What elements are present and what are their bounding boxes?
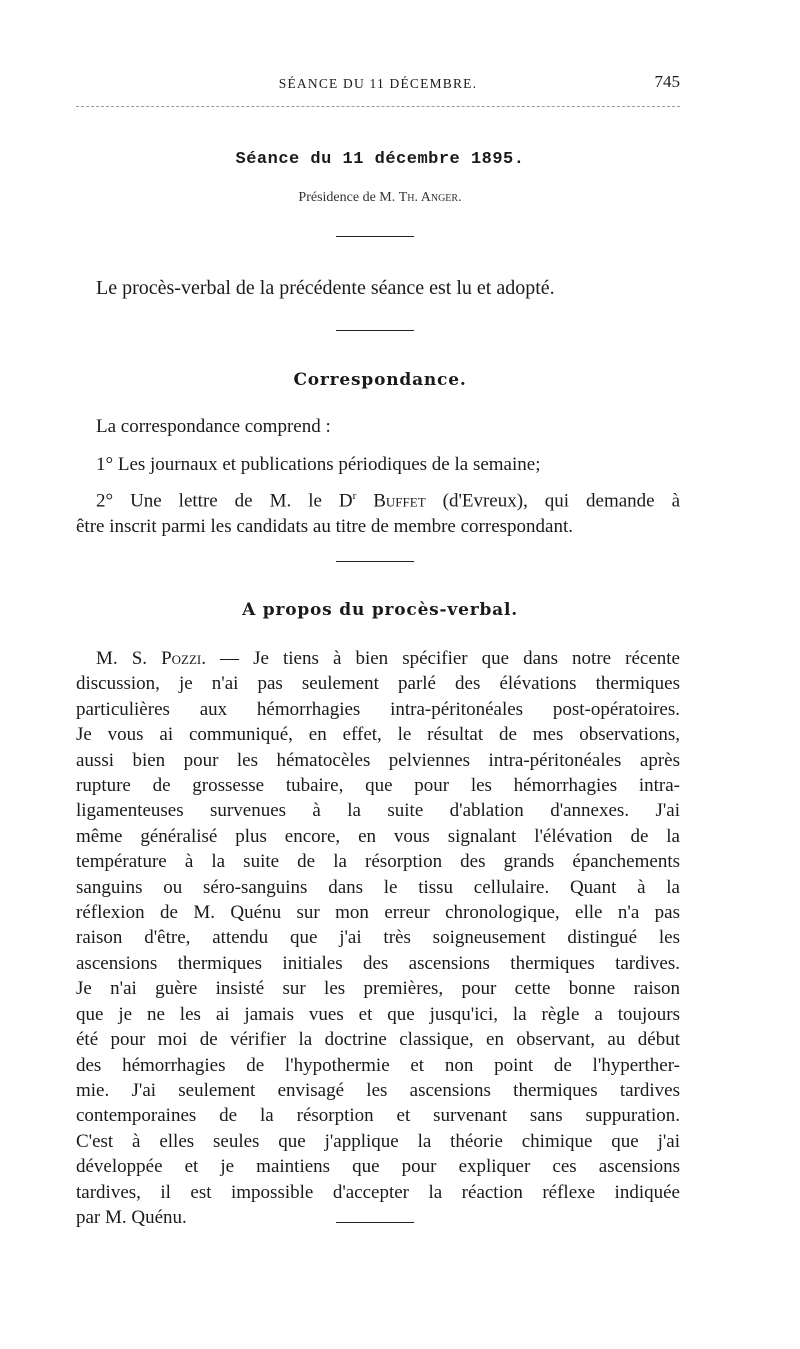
proces-verbal-line: ascensions thermiques initiales des ascensions thermiques tardives. <box>76 952 680 974</box>
proces-verbal-line: tardives, il est impossible d'accepter la réaction réflexe indiquée <box>76 1181 680 1203</box>
proces-verbal-line: même généralisé plus encore, en vous signalant l'élévation de la <box>76 825 680 847</box>
separator-rule <box>336 561 414 562</box>
speaker-prefix: M. S. <box>96 648 162 669</box>
proces-verbal-line: des hémorrhagies de l'hypothermie et non point de l'hyperther- <box>76 1054 680 1076</box>
presidency-prefix: Présidence de M. <box>298 190 396 205</box>
correspondence-item-1-text: 1° Les journaux et publications périodiques de la semaine; <box>96 454 541 475</box>
proces-verbal-heading: A propos du procès-verbal. <box>242 600 518 620</box>
correspondence-item-2-line <box>76 484 680 514</box>
proces-verbal-line-text: . — Je tiens à bien spécifier que dans notre récente <box>201 648 680 669</box>
proces-verbal-line: C'est à elles seules que j'applique la théorie chimique que j'ai <box>76 1130 680 1152</box>
separator-rule <box>336 236 414 237</box>
page-number: 745 <box>654 72 680 91</box>
proces-verbal-line <box>76 646 680 671</box>
correspondence-intro-text: La correspondance comprend : <box>96 416 331 437</box>
item2-text-b: (d'Evreux), qui demande à <box>425 490 681 512</box>
proces-verbal-line: Je n'ai guère insisté sur les premières, pour cette bonne raison <box>76 978 680 1000</box>
proces-verbal-line: Je vous ai communiqué, en effet, le résultat de mes observations, <box>76 724 680 746</box>
proces-verbal-line: aussi bien pour les hématocèles pelviennes intra-péritonéales après <box>76 749 680 771</box>
proces-verbal-line: réflexion de M. Quénu sur mon erreur chronologique, elle n'a pas <box>76 902 680 924</box>
minutes-text: Le procès-verbal de la précédente séance est lu et adopté. <box>96 277 555 299</box>
correspondence-heading: Correspondance. <box>293 370 467 390</box>
proces-verbal-line: rupture de grossesse tubaire, que pour les hémorrhagies intra- <box>76 775 680 797</box>
item2-name: Buffet <box>373 490 426 512</box>
proces-verbal-line: contemporaines de la résorption et survenant sans suppuration. <box>76 1105 680 1127</box>
proces-verbal-line: par M. Quénu. <box>76 1206 187 1228</box>
proces-verbal-line: développée et je maintiens que pour expliquer ces ascensions <box>76 1156 680 1178</box>
separator-rule <box>336 1222 414 1223</box>
running-title: SÉANCE DU 11 DÉCEMBRE. <box>278 76 478 91</box>
proces-verbal-body <box>76 646 680 1230</box>
proces-verbal-line: que je ne les ai jamais vues et que jusqu'ici, la règle a toujours <box>76 1003 680 1025</box>
minutes-paragraph <box>76 276 680 301</box>
item2-text-a: 2° Une lettre de M. le D <box>96 490 353 512</box>
correspondence-intro <box>76 414 680 439</box>
proces-verbal-line: mie. J'ai seulement envisagé les ascensions thermiques tardives <box>76 1079 680 1101</box>
correspondence-item-1 <box>76 452 680 477</box>
proces-verbal-line: particulières aux hémorrhagies intra-péritonéales post-opératoires. <box>76 698 680 720</box>
running-header <box>76 72 680 98</box>
speaker-name: Pozzi <box>161 648 202 669</box>
item2-sup: r <box>352 490 357 502</box>
session-title: Séance du 11 décembre 1895. <box>235 150 525 169</box>
proces-verbal-line: été pour moi de vérifier la doctrine classique, en observant, au début <box>76 1029 680 1051</box>
header-rule <box>76 106 680 107</box>
proces-verbal-line: température à la suite de la résorption des grands épanchements <box>76 851 680 873</box>
proces-verbal-line: sanguins ou séro-sanguins dans le tissu cellulaire. Quant à la <box>76 876 680 898</box>
correspondence-item-2 <box>76 484 680 539</box>
president-name: Th. Anger. <box>398 190 462 205</box>
proces-verbal-line: discussion, je n'ai pas seulement parlé des élévations thermiques <box>76 673 680 695</box>
correspondence-item-2-line: être inscrit parmi les candidats au titre de membre correspondant. <box>76 515 573 537</box>
proces-verbal-line: ligamenteuses survenues à la suite d'ablation d'annexes. J'ai <box>76 800 680 822</box>
proces-verbal-line: raison d'être, attendu que j'ai très soigneusement distingué les <box>76 927 680 949</box>
separator-rule <box>336 330 414 331</box>
presidency-line <box>0 190 760 206</box>
